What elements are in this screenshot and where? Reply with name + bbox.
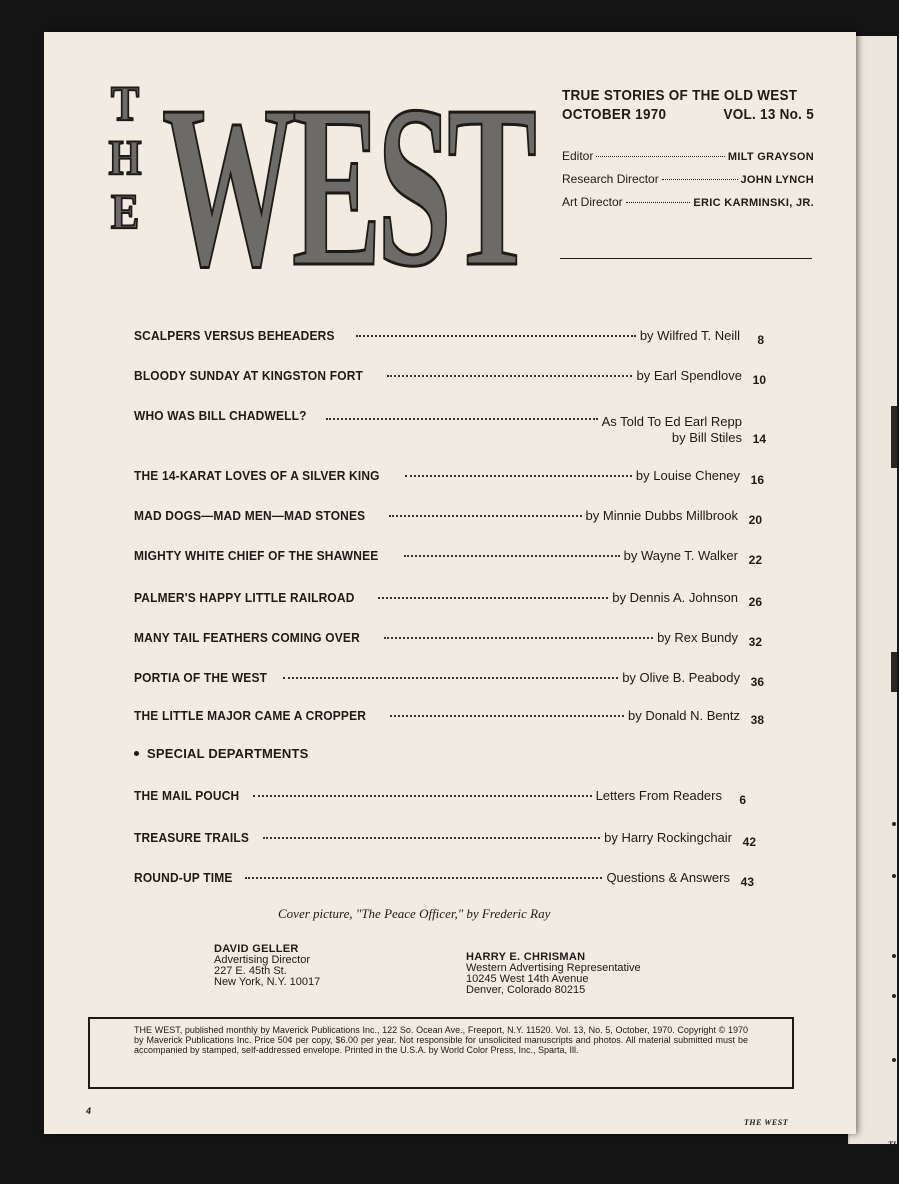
leader-dots: [326, 418, 598, 420]
story-byline: by Olive B. Peabody: [622, 670, 740, 685]
page-number: 14: [752, 432, 766, 446]
contact-line: Western Advertising Representative: [466, 962, 641, 974]
cover-credit: Cover picture, "The Peace Officer," by Frederic Ray: [278, 906, 551, 921]
leader-dots: [356, 335, 636, 337]
contact-line: 227 E. 45th St.: [214, 965, 287, 977]
issue-date: OCTOBER 1970: [562, 106, 667, 123]
page-number: 8: [757, 333, 764, 347]
contact-name: HARRY E. CHRISMAN: [466, 951, 586, 963]
staff-role: Research Director: [562, 172, 659, 186]
facing-page-text: TH: [888, 1140, 899, 1149]
story-title: MAD DOGS—MAD MEN—MAD STONES: [134, 508, 366, 523]
staff-name: ERIC KARMINSKI, JR.: [693, 197, 814, 209]
department-byline: Letters From Readers: [595, 788, 722, 803]
contact-line: New York, N.Y. 10017: [214, 976, 321, 988]
page-number: 22: [748, 553, 762, 567]
contact-line: 10245 West 14th Avenue: [466, 973, 589, 985]
advertising-contact: [214, 944, 320, 988]
facing-page-bullet: [892, 954, 896, 958]
story-title: THE LITTLE MAJOR CAME A CROPPER: [134, 708, 367, 723]
department-byline: by Harry Rockingchair: [604, 830, 732, 845]
staff-name: JOHN LYNCH: [740, 174, 814, 186]
page-number: 32: [748, 635, 762, 649]
story-byline: by Wayne T. Walker: [623, 548, 738, 563]
staff-list: [562, 149, 814, 209]
toc-entry[interactable]: [134, 630, 762, 649]
story-title: THE 14-KARAT LOVES OF A SILVER KING: [134, 468, 380, 483]
masthead-west: WEST: [162, 58, 533, 315]
story-byline: by Minnie Dubbs Millbrook: [585, 508, 738, 523]
story-byline: by Louise Cheney: [635, 468, 740, 483]
toc-entry[interactable]: [134, 368, 766, 387]
department-entry[interactable]: [134, 788, 746, 807]
page-number: 6: [739, 793, 746, 807]
story-byline: by Earl Spendlove: [636, 368, 742, 383]
page-number: 26: [748, 595, 762, 609]
contact-line: Denver, Colorado 80215: [466, 984, 586, 996]
leader-dots: [390, 715, 624, 717]
toc-entry[interactable]: [134, 590, 762, 609]
story-byline: by Wilfred T. Neill: [639, 328, 740, 343]
staff-name: MILT GRAYSON: [727, 151, 814, 163]
toc-entry[interactable]: [134, 468, 764, 487]
leader-dots: [626, 202, 691, 203]
page-number: 20: [748, 513, 762, 527]
story-title: PORTIA OF THE WEST: [134, 670, 268, 685]
toc-entry[interactable]: [134, 708, 764, 727]
leader-dots: [245, 877, 602, 879]
masthead-letter: H: [108, 129, 142, 185]
running-footer: THE WEST: [744, 1118, 789, 1127]
leader-dots: [404, 555, 620, 557]
department-entry[interactable]: [134, 870, 754, 889]
story-title: MIGHTY WHITE CHIEF OF THE SHAWNEE: [134, 548, 379, 563]
page-number: 43: [740, 875, 754, 889]
issue-line: [562, 106, 814, 123]
story-title: WHO WAS BILL CHADWELL?: [134, 408, 307, 423]
leader-dots: [387, 375, 633, 377]
story-title: MANY TAIL FEATHERS COMING OVER: [134, 630, 360, 645]
staff-row: [562, 149, 814, 163]
staff-row: [562, 195, 814, 209]
magazine-page: [44, 32, 856, 1134]
page-number-footer: 4: [86, 1106, 92, 1116]
special-departments-heading: [134, 746, 309, 761]
leader-dots: [596, 156, 725, 157]
leader-dots: [378, 597, 609, 599]
facing-page-mark: [891, 652, 897, 692]
leader-dots: [384, 637, 654, 639]
masthead-letter: E: [110, 183, 140, 239]
facing-page-bullet: [892, 994, 896, 998]
toc-entry[interactable]: [134, 328, 764, 347]
story-byline: by Donald N. Bentz: [627, 708, 740, 723]
leader-dots: [389, 515, 581, 517]
tagline: TRUE STORIES OF THE OLD WEST: [562, 87, 798, 104]
story-title: BLOODY SUNDAY AT KINGSTON FORT: [134, 368, 364, 383]
facing-page-bullet: [892, 1058, 896, 1062]
issue-info: [562, 87, 814, 218]
story-byline: by Rex Bundy: [657, 630, 738, 645]
story-title: SCALPERS VERSUS BEHEADERS: [134, 328, 335, 343]
leader-dots: [405, 475, 632, 477]
page-number: 36: [750, 675, 764, 689]
page-number: 38: [750, 713, 764, 727]
story-byline: [602, 414, 742, 446]
staff-role: Art Director: [562, 195, 623, 209]
story-title: PALMER'S HAPPY LITTLE RAILROAD: [134, 590, 355, 605]
publication-notice: THE WEST, published monthly by Maverick Publications Inc., 122 So. Ocean Ave., Freeport, N.Y. 11520. Vol. 13, No. 5, October, 1970. Copyright © 1970 by Maverick Publications Inc. Price 50¢ per copy, $6.00 per year. Not responsible for unsolicited manuscripts and photos. All material submitted must be accompanied by stamped, self-addressed envelope. Printed in the U.S.A. by World Color Press, Inc., Sparta, Ill.: [134, 1025, 748, 1055]
toc-entry[interactable]: [134, 670, 764, 689]
leader-dots: [283, 677, 619, 679]
issue-volume: VOL. 13 No. 5: [723, 106, 814, 123]
department-title: ROUND-UP TIME: [134, 870, 233, 885]
department-title: THE MAIL POUCH: [134, 788, 240, 803]
leader-dots: [263, 837, 600, 839]
story-byline-line: by Bill Stiles: [671, 430, 742, 445]
page-number: 42: [742, 835, 756, 849]
page-number: 10: [752, 373, 766, 387]
divider-rule: [560, 258, 812, 259]
department-entry[interactable]: [134, 830, 756, 849]
department-byline: Questions & Answers: [606, 870, 730, 885]
leader-dots: [253, 795, 592, 797]
advertising-contact: [466, 952, 641, 996]
facing-page-mark: [891, 406, 897, 468]
leader-dots: [662, 179, 738, 180]
contact-name: DAVID GELLER: [214, 943, 299, 955]
bullet-icon: [134, 751, 139, 756]
staff-role: Editor: [562, 149, 594, 163]
facing-page-bullet: [892, 822, 896, 826]
staff-row: [562, 172, 814, 186]
department-title: TREASURE TRAILS: [134, 830, 250, 845]
masthead-letter: T: [110, 75, 140, 131]
masthead-the: [102, 76, 148, 238]
contact-line: Advertising Director: [214, 954, 310, 966]
toc-entry[interactable]: [134, 548, 762, 567]
departments-heading-text: SPECIAL DEPARTMENTS: [147, 746, 309, 761]
story-byline: by Dennis A. Johnson: [612, 590, 738, 605]
page-number: 16: [750, 473, 764, 487]
toc-entry[interactable]: [134, 508, 762, 527]
toc-entry[interactable]: [134, 408, 766, 446]
story-byline-line: As Told To Ed Earl Repp: [601, 414, 742, 429]
facing-page-bullet: [892, 874, 896, 878]
publication-notice-box: [88, 1017, 794, 1089]
